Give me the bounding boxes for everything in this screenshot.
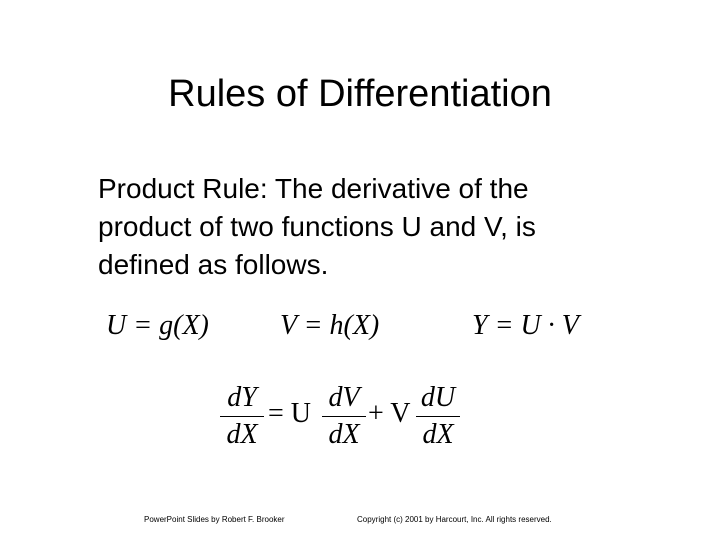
fraction-numerator: dU [420, 382, 456, 413]
fraction-dy-dx [220, 382, 264, 451]
footer-copyright: Copyright (c) 2001 by Harcourt, Inc. All rights reserved. [357, 515, 552, 524]
body-line-1: Product Rule: The derivative of the [98, 173, 529, 204]
fraction-denominator: dX [422, 419, 454, 450]
footer-credit: PowerPoint Slides by Robert F. Brooker [144, 515, 285, 524]
body-line-3: defined as follows. [98, 249, 329, 280]
equation-y-definition: Y = U · V [472, 310, 579, 341]
fraction-du-dx [416, 382, 460, 451]
fraction-numerator: dY [227, 382, 257, 413]
equation-v-definition: V = h(X) [280, 310, 380, 341]
fraction-bar [220, 416, 264, 417]
body-text [98, 170, 678, 284]
plus-v: + V [368, 398, 411, 429]
equals-u: = U [268, 398, 312, 429]
fraction-dv-dx [322, 382, 366, 451]
fraction-bar [416, 416, 460, 417]
fraction-denominator: dX [328, 419, 360, 450]
equation-u-definition: U = g(X) [106, 310, 209, 341]
slide-title: Rules of Differentiation [168, 73, 552, 115]
fraction-denominator: dX [226, 419, 258, 450]
fraction-bar [322, 416, 366, 417]
fraction-numerator: dV [328, 382, 360, 413]
body-line-2: product of two functions U and V, is [98, 211, 536, 242]
